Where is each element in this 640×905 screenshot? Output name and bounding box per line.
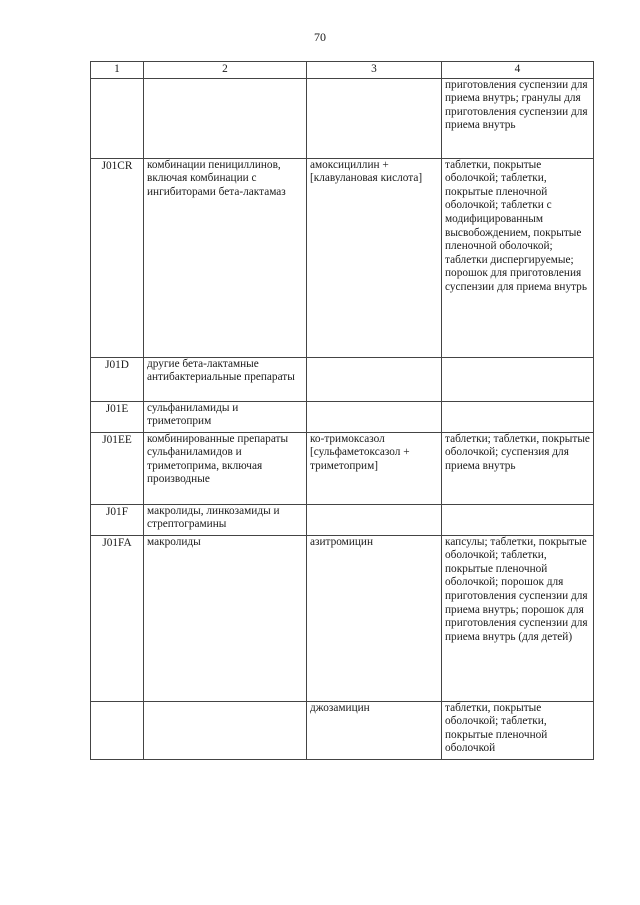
drug-cell: амоксициллин + [клавулановая кислота]	[307, 158, 442, 357]
table-row	[91, 535, 594, 701]
table-row	[91, 432, 594, 504]
table-row	[91, 701, 594, 759]
form-cell	[442, 357, 594, 401]
drug-cell	[307, 504, 442, 535]
group-cell	[144, 701, 307, 759]
page-number: 70	[314, 30, 326, 44]
form-cell: таблетки; таблетки, покрытые оболочкой; суспензия для приема внутрь	[442, 432, 594, 504]
drug-cell: ко-тримоксазол [сульфаметоксазол + триметоприм]	[307, 432, 442, 504]
drug-cell	[307, 357, 442, 401]
form-cell	[442, 401, 594, 432]
table-row-continuation	[91, 78, 594, 158]
table-row	[91, 504, 594, 535]
drug-cell: азитромицин	[307, 535, 442, 701]
header-col-1: 1	[91, 62, 144, 79]
drug-cell	[307, 78, 442, 158]
code-cell	[91, 78, 144, 158]
drug-cell: джозамицин	[307, 701, 442, 759]
drug-cell	[307, 401, 442, 432]
form-cell: приготовления суспензии для приема внутрь; гранулы для приготовления суспензии для приема внутрь	[442, 78, 594, 158]
code-cell: J01EE	[91, 432, 144, 504]
table-row	[91, 401, 594, 432]
code-cell: J01FA	[91, 535, 144, 701]
header-col-3: 3	[307, 62, 442, 79]
group-cell: макролиды, линкозамиды и стрептограмины	[144, 504, 307, 535]
group-cell: комбинации пенициллинов, включая комбинации с ингибиторами бета-лактамаз	[144, 158, 307, 357]
group-cell	[144, 78, 307, 158]
code-cell: J01E	[91, 401, 144, 432]
table-row	[91, 158, 594, 357]
code-cell	[91, 701, 144, 759]
code-cell: J01D	[91, 357, 144, 401]
form-cell: таблетки, покрытые оболочкой; таблетки, покрытые пленочной оболочкой; таблетки с модифицированным высвобождением, покрытые пленочной оболочкой; таблетки диспергируемые; порошок для приготовления суспензии для приема внутрь	[442, 158, 594, 357]
table-row	[91, 357, 594, 401]
group-cell: макролиды	[144, 535, 307, 701]
code-cell: J01F	[91, 504, 144, 535]
header-row	[91, 62, 594, 79]
group-cell: комбинированные препараты сульфаниламидов и триметоприма, включая производные	[144, 432, 307, 504]
group-cell: другие бета-лактамные антибактериальные препараты	[144, 357, 307, 401]
form-cell: таблетки, покрытые оболочкой; таблетки, покрытые пленочной оболочкой	[442, 701, 594, 759]
form-cell	[442, 504, 594, 535]
header-col-2: 2	[144, 62, 307, 79]
group-cell: сульфаниламиды и триметоприм	[144, 401, 307, 432]
drug-table	[90, 61, 594, 760]
code-cell: J01CR	[91, 158, 144, 357]
form-cell: капсулы; таблетки, покрытые оболочкой; таблетки, покрытые пленочной оболочкой; порошок для приготовления суспензии для приема внутрь; порошок для приготовления суспензии для приема внутрь (для детей)	[442, 535, 594, 701]
header-col-4: 4	[442, 62, 594, 79]
